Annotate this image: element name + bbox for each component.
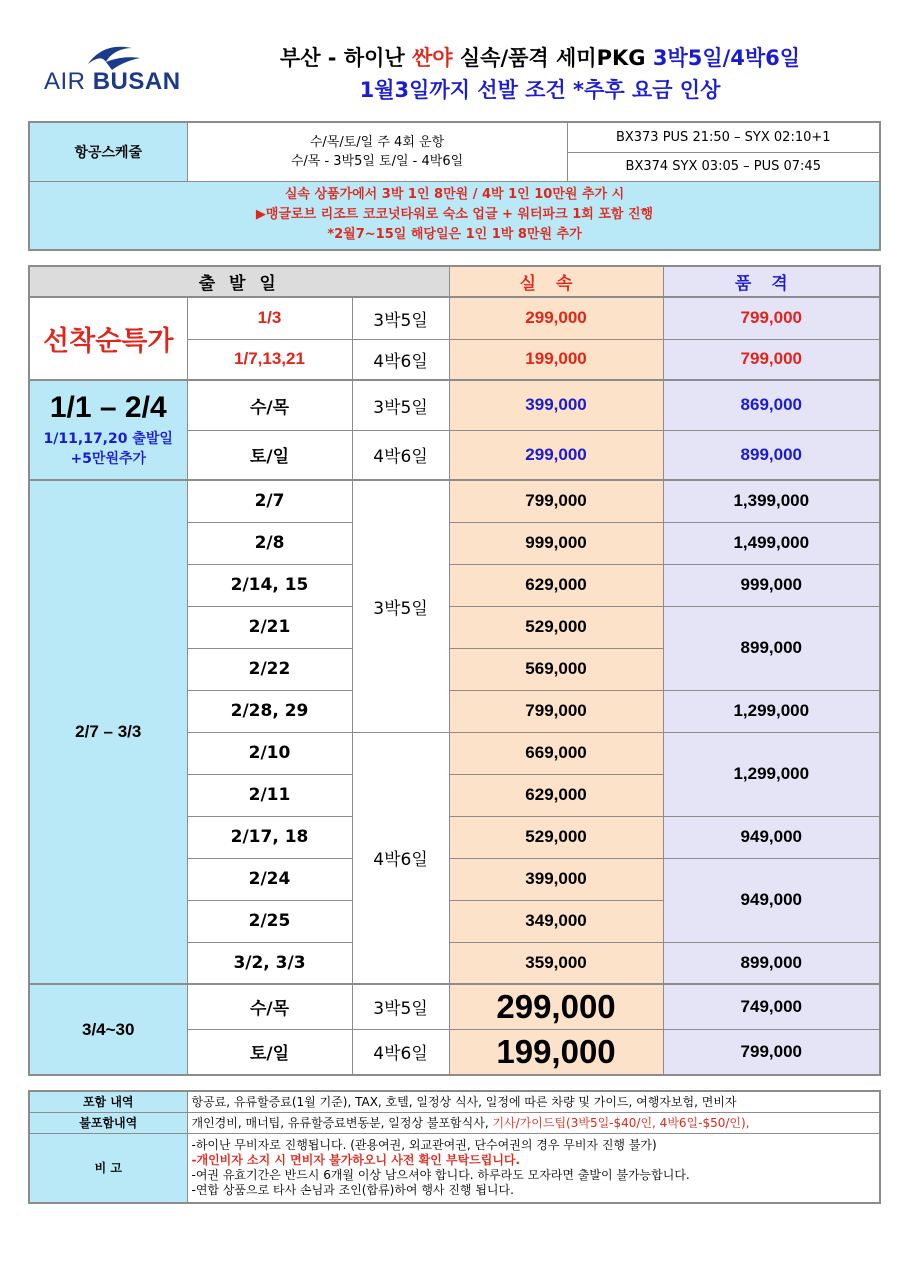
- date-cell: 2/24: [187, 858, 352, 900]
- excluded-text: 개인경비, 매너팁, 유류할증료변동분, 일정상 불포함식사, 기사/가이드팁(3박5일-$40/인, 4박6일-$50/인),: [187, 1112, 880, 1133]
- value-price: 199,000: [449, 1029, 663, 1075]
- premium-price: 799,000: [663, 297, 880, 339]
- page-subtitle: 1월3일까지 선발 조건 *추후 요금 인상: [359, 78, 721, 102]
- table-row: [29, 480, 880, 522]
- value-price: 629,000: [449, 564, 663, 606]
- date-cell: 2/14, 15: [187, 564, 352, 606]
- schedule-info: 수/목/토/일 주 4회 운항 수/목 - 3박5일 토/일 - 4박6일: [187, 122, 567, 181]
- duration-cell: 4박6일: [352, 1029, 449, 1075]
- date-cell: 2/25: [187, 900, 352, 942]
- value-price: 999,000: [449, 522, 663, 564]
- value-price: 399,000: [449, 858, 663, 900]
- value-price: 299,000: [449, 430, 663, 480]
- flight-outbound: BX373 PUS 21:50 – SYX 02:10+1: [567, 122, 880, 152]
- date-cell: 수/목: [187, 380, 352, 430]
- duration-cell: 3박5일: [352, 380, 449, 430]
- value-price: 799,000: [449, 480, 663, 522]
- logo-text-bold: BUSAN: [92, 68, 181, 95]
- logo-text-light: AIR: [44, 68, 86, 95]
- jan-group-label: 1/1 – 2/4 1/11,17,20 출발일 +5만원추가: [29, 380, 187, 480]
- premium-price: 1,299,000: [663, 690, 880, 732]
- page-title: 부산 - 하이난 싼야 실속/품격 세미PKG 3박5일/4박6일: [279, 46, 801, 70]
- premium-price: 999,000: [663, 564, 880, 606]
- date-cell: 1/3: [187, 297, 352, 339]
- premium-price: 869,000: [663, 380, 880, 430]
- terms-table: [28, 1090, 881, 1204]
- premium-price: 899,000: [663, 942, 880, 984]
- value-price: 399,000: [449, 380, 663, 430]
- value-price: 529,000: [449, 816, 663, 858]
- schedule-label: 항공스케줄: [29, 122, 187, 181]
- value-price: 629,000: [449, 774, 663, 816]
- date-cell: 2/21: [187, 606, 352, 648]
- date-cell: 2/28, 29: [187, 690, 352, 732]
- table-row: [29, 380, 880, 430]
- value-price: 669,000: [449, 732, 663, 774]
- value-price: 299,000: [449, 984, 663, 1029]
- flight-return: BX374 SYX 03:05 – PUS 07:45: [567, 152, 880, 181]
- premium-price: 899,000: [663, 430, 880, 480]
- included-label: 포함 내역: [29, 1091, 187, 1112]
- premium-price: 899,000: [663, 606, 880, 690]
- duration-cell: 4박6일: [352, 430, 449, 480]
- premium-price: 799,000: [663, 1029, 880, 1075]
- duration-cell: 3박5일: [352, 984, 449, 1029]
- mar-group-label: 3/4~30: [29, 984, 187, 1075]
- value-price: 799,000: [449, 690, 663, 732]
- premium-price: 1,499,000: [663, 522, 880, 564]
- date-cell: 2/17, 18: [187, 816, 352, 858]
- date-cell: 2/11: [187, 774, 352, 816]
- date-cell: 2/7: [187, 480, 352, 522]
- table-row: [29, 297, 880, 339]
- flight-schedule: [28, 121, 881, 251]
- duration-cell: 4박6일: [352, 732, 449, 984]
- remarks-text: -하이난 무비자로 진행됩니다. (관용여권, 외교관여권, 단수여권의 경우 무비자 진행 불가) -개인비자 소지 시 면비자 불가하오니 사전 확인 부탁드립니다. -여권 유효기간은 반드시 6개월 이상 남으셔야 합니다. 하루라도 모자라면 출발이 불가능합니다. -연합 상품으로 타사 손님과 조인(합류)하여 행사 진행 됩니다.: [187, 1133, 880, 1203]
- duration-cell: 4박6일: [352, 339, 449, 380]
- value-price: 569,000: [449, 648, 663, 690]
- value-price: 529,000: [449, 606, 663, 648]
- date-cell: 2/22: [187, 648, 352, 690]
- date-cell: 3/2, 3/3: [187, 942, 352, 984]
- value-price: 349,000: [449, 900, 663, 942]
- header-value: 실속: [449, 266, 663, 297]
- table-row: [29, 984, 880, 1029]
- date-cell: 2/8: [187, 522, 352, 564]
- upgrade-note: 실속 상품가에서 3박 1인 8만원 / 4박 1인 10만원 추가 시 ▶맹글로브 리조트 코코넛타워로 숙소 업글 + 워터파크 1회 포함 진행 *2월7~15일 해당일은 1인 1박 8만원 추가: [29, 181, 880, 250]
- premium-price: 949,000: [663, 858, 880, 942]
- triangle-arrow-icon: ▶: [255, 207, 266, 223]
- included-text: 항공료, 유류할증료(1월 기준), TAX, 호텔, 일정상 식사, 일정에 따른 차량 및 가이드, 여행자보험, 면비자: [187, 1091, 880, 1112]
- date-cell: 수/목: [187, 984, 352, 1029]
- value-price: 359,000: [449, 942, 663, 984]
- excluded-label: 불포함내역: [29, 1112, 187, 1133]
- premium-price: 1,399,000: [663, 480, 880, 522]
- date-cell: 토/일: [187, 1029, 352, 1075]
- date-cell: 1/7,13,21: [187, 339, 352, 380]
- logo-text: [44, 68, 181, 96]
- header-premium: 품격: [663, 266, 880, 297]
- header-departure: 출 발 일: [29, 266, 449, 297]
- remarks-label: 비 고: [29, 1133, 187, 1203]
- duration-cell: 3박5일: [352, 297, 449, 339]
- premium-price: 1,299,000: [663, 732, 880, 816]
- value-price: 299,000: [449, 297, 663, 339]
- premium-price: 749,000: [663, 984, 880, 1029]
- premium-price: 799,000: [663, 339, 880, 380]
- date-cell: 2/10: [187, 732, 352, 774]
- premium-price: 949,000: [663, 816, 880, 858]
- special-label: 선착순특가: [29, 297, 187, 380]
- duration-cell: 3박5일: [352, 480, 449, 732]
- date-cell: 토/일: [187, 430, 352, 480]
- price-table: [28, 265, 881, 1076]
- value-price: 199,000: [449, 339, 663, 380]
- feb-group-label: 2/7 – 3/3: [29, 480, 187, 984]
